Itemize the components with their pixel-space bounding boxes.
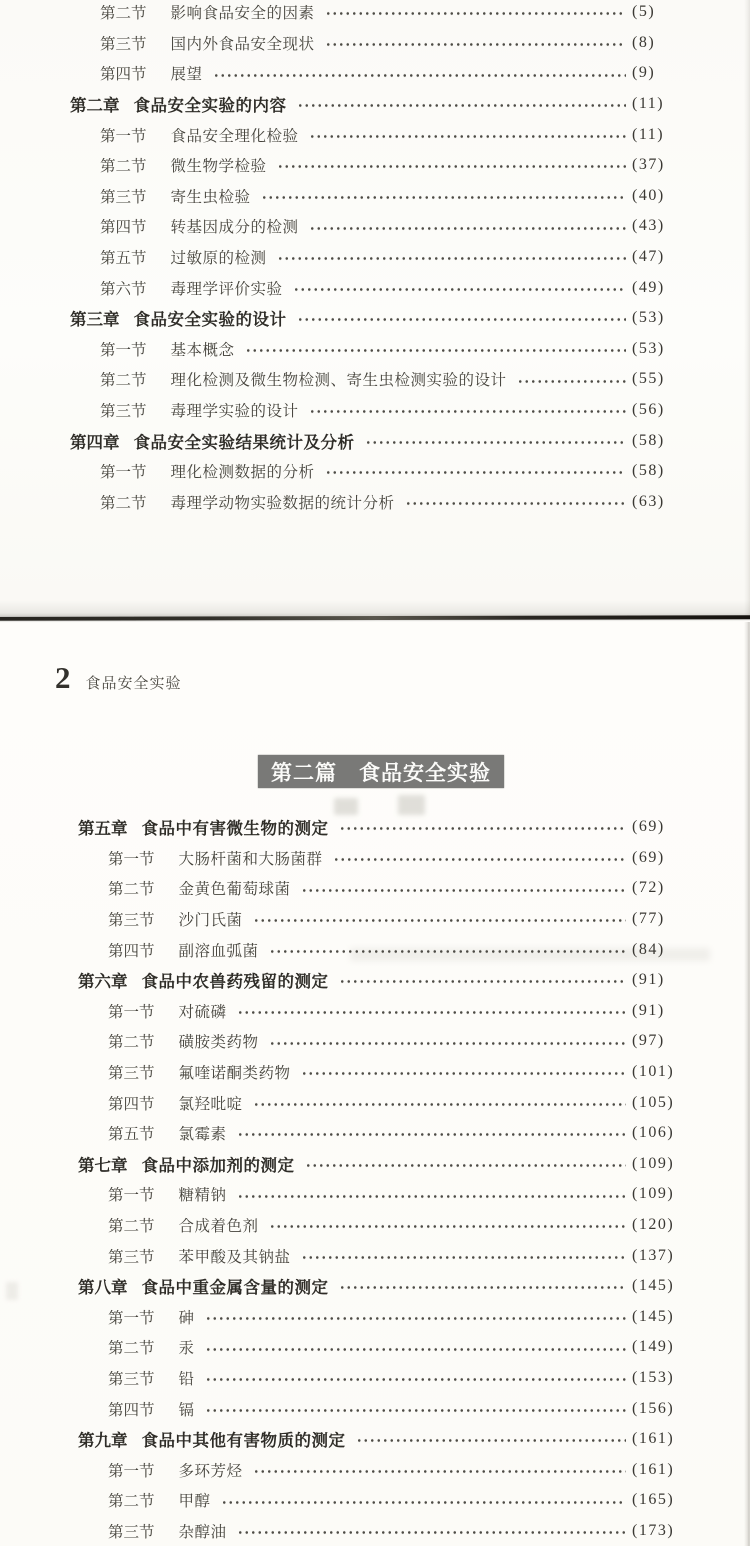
toc-entry-page-number: (97) [632, 1032, 665, 1050]
toc-entry-page-number: (106) [632, 1124, 675, 1142]
dot-leader [221, 1485, 626, 1516]
toc-chapter-row [0, 89, 750, 120]
toc-section-row [0, 1087, 750, 1118]
toc-entry-label: 第三节 [108, 1523, 155, 1541]
toc-entry-page-number: (49) [632, 278, 665, 296]
toc-section-row [0, 242, 750, 273]
toc-section-row [0, 1393, 750, 1424]
toc-entry-title: 氟喹诺酮类药物 [178, 1065, 291, 1083]
toc-entry-label: 第二节 [108, 881, 155, 899]
toc-entry-title: 寄生虫检验 [170, 188, 251, 206]
dot-leader [237, 1179, 626, 1210]
toc-entry-label: 第四节 [108, 942, 155, 960]
toc-entry-page-number: (156) [632, 1399, 675, 1417]
toc-entry-label: 第二节 [108, 1340, 155, 1358]
toc-entry-title: 微生物学检验 [170, 158, 267, 176]
part-title-text: 第二篇 食品安全实验 [271, 761, 491, 785]
dot-leader [277, 150, 626, 181]
toc-section-row [0, 1363, 750, 1394]
toc-page-1 [0, 0, 750, 616]
toc-entry-label: 第一节 [108, 1309, 155, 1327]
toc-chapter-row [0, 1149, 750, 1180]
toc-entry-title: 食品中添加剂的测定 [141, 1156, 295, 1175]
toc-section-row [0, 395, 750, 426]
toc-entry-title: 食品中有害微生物的测定 [141, 820, 329, 839]
dot-leader [269, 1210, 626, 1241]
toc-entry-title: 氯羟吡啶 [178, 1095, 243, 1113]
toc-entry-label: 第三节 [108, 912, 155, 930]
toc-entry-page-number: (69) [632, 848, 665, 866]
toc-entry-label: 第二节 [108, 1493, 155, 1511]
toc-section-row [0, 1485, 750, 1516]
toc-entry-label: 第一节 [108, 1187, 155, 1205]
toc-entry-label: 第二节 [100, 5, 147, 23]
toc-entry-page-number: (69) [632, 818, 665, 836]
toc-entry-title: 国内外食品安全现状 [170, 35, 315, 53]
toc-entry-label: 第四节 [108, 1401, 155, 1419]
toc-section-row [0, 334, 750, 365]
toc-entry-title: 大肠杆菌和大肠菌群 [178, 850, 323, 868]
dot-leader [517, 364, 626, 395]
dot-leader [305, 1149, 627, 1180]
dot-leader [205, 1302, 626, 1333]
dot-leader [365, 425, 627, 456]
toc-entry-title: 食品安全实验结果统计及分析 [133, 433, 355, 452]
toc-entry-label: 第三节 [108, 1248, 155, 1266]
dot-leader [297, 303, 627, 334]
toc-entry-title: 苯甲酸及其钠盐 [178, 1248, 291, 1266]
toc-section-row [0, 119, 750, 150]
toc-entry-title: 汞 [178, 1340, 195, 1358]
toc-section-row [0, 1026, 750, 1057]
toc-entry-title: 食品安全理化检验 [170, 127, 299, 145]
toc-entry-page-number: (153) [632, 1368, 675, 1386]
toc-entry-title: 多环芳烃 [178, 1462, 243, 1480]
toc-chapter-row [0, 303, 750, 334]
toc-section-row [0, 1057, 750, 1088]
toc-entry-page-number: (8) [632, 33, 656, 51]
toc-entry-page-number: (55) [632, 370, 665, 388]
toc-entry-title: 食品中其他有害物质的测定 [141, 1432, 346, 1451]
dot-leader [205, 1363, 626, 1394]
toc-entry-page-number: (72) [632, 879, 665, 897]
toc-section-row [0, 211, 750, 242]
toc-entry-page-number: (5) [632, 3, 656, 21]
dot-leader [205, 1393, 626, 1424]
toc-section-row [0, 150, 750, 181]
toc-entry-page-number: (9) [632, 64, 656, 82]
toc-section-row [0, 934, 750, 965]
toc-entry-label: 第一节 [108, 1003, 155, 1021]
toc-section-row [0, 181, 750, 212]
toc-entry-page-number: (53) [632, 339, 665, 357]
toc-entry-title: 食品安全实验的内容 [133, 97, 287, 116]
toc-section-row [0, 1332, 750, 1363]
dot-leader [356, 1424, 627, 1455]
toc-entry-title: 合成着色剂 [178, 1218, 259, 1236]
toc-chapter-row [0, 812, 750, 843]
toc-entry-title: 过敏原的检测 [170, 250, 267, 268]
toc-section-row [0, 1240, 750, 1271]
toc-section-row [0, 904, 750, 935]
toc-entry-label: 第五章 [78, 820, 128, 839]
dot-leader [293, 272, 626, 303]
dot-leader [405, 487, 626, 518]
toc-section-row [0, 1118, 750, 1149]
dot-leader [309, 395, 626, 426]
toc-entry-label: 第三节 [108, 1370, 155, 1388]
toc-list-page-1 [0, 0, 750, 517]
toc-entry-label: 第四章 [70, 433, 120, 452]
toc-chapter-row [0, 1271, 750, 1302]
toc-entry-page-number: (161) [632, 1460, 675, 1478]
toc-entry-label: 第二节 [100, 372, 147, 390]
dot-leader [301, 1057, 626, 1088]
dot-leader [301, 1240, 626, 1271]
toc-chapter-row [0, 1424, 750, 1455]
toc-entry-page-number: (58) [632, 431, 665, 449]
dot-leader [261, 181, 626, 212]
toc-entry-label: 第三节 [100, 403, 147, 421]
toc-entry-title: 金黄色葡萄球菌 [178, 881, 291, 899]
book-title: 食品安全实验 [85, 676, 182, 692]
dot-leader [269, 1026, 626, 1057]
toc-section-row [0, 1179, 750, 1210]
toc-entry-label: 第三章 [70, 311, 120, 330]
toc-entry-page-number: (40) [632, 186, 665, 204]
toc-chapter-row [0, 425, 750, 456]
toc-entry-title: 砷 [178, 1309, 195, 1327]
dot-leader [325, 456, 626, 487]
toc-entry-page-number: (91) [632, 971, 665, 989]
toc-entry-title: 甲醇 [178, 1493, 211, 1511]
toc-entry-label: 第一节 [100, 341, 147, 359]
toc-entry-title: 影响食品安全的因素 [170, 5, 315, 23]
toc-chapter-row [0, 965, 750, 996]
toc-entry-page-number: (149) [632, 1338, 675, 1356]
dot-leader [213, 58, 626, 89]
toc-entry-label: 第九章 [78, 1432, 128, 1451]
toc-entry-label: 第三节 [100, 35, 147, 53]
page-break-gap [0, 616, 750, 622]
toc-entry-title: 毒理学评价实验 [170, 280, 283, 298]
toc-section-row [0, 873, 750, 904]
toc-entry-title: 理化检测及微生物检测、寄生虫检测实验的设计 [170, 372, 507, 390]
toc-entry-page-number: (120) [632, 1216, 675, 1234]
toc-entry-page-number: (47) [632, 248, 665, 266]
toc-section-row [0, 456, 750, 487]
page-edge-shadow-line [0, 615, 750, 620]
dot-leader [237, 1118, 626, 1149]
toc-entry-page-number: (58) [632, 462, 665, 480]
dot-leader [333, 843, 626, 874]
toc-section-row [0, 843, 750, 874]
toc-page-2 [0, 622, 750, 1546]
toc-entry-page-number: (161) [632, 1430, 675, 1448]
dot-leader [253, 904, 626, 935]
toc-section-row [0, 1302, 750, 1333]
toc-entry-label: 第二节 [108, 1218, 155, 1236]
dot-leader [309, 211, 626, 242]
dot-leader [237, 996, 626, 1027]
page-number: 2 [55, 660, 71, 695]
toc-entry-title: 基本概念 [170, 341, 235, 359]
toc-entry-title: 杂醇油 [178, 1523, 227, 1541]
dot-leader [325, 28, 626, 59]
toc-entry-title: 副溶血弧菌 [178, 942, 259, 960]
toc-entry-title: 转基因成分的检测 [170, 219, 299, 237]
toc-section-row [0, 58, 750, 89]
toc-entry-label: 第八章 [78, 1279, 128, 1298]
toc-entry-title: 氯霉素 [178, 1126, 227, 1144]
toc-entry-page-number: (37) [632, 156, 665, 174]
toc-entry-label: 第六节 [100, 280, 147, 298]
toc-entry-page-number: (109) [632, 1154, 675, 1172]
toc-entry-page-number: (11) [632, 125, 665, 143]
toc-entry-page-number: (109) [632, 1185, 675, 1203]
dot-leader [277, 242, 626, 273]
toc-entry-title: 毒理学动物实验数据的统计分析 [170, 494, 395, 512]
toc-entry-label: 第七章 [78, 1156, 128, 1175]
toc-entry-label: 第三节 [108, 1065, 155, 1083]
toc-entry-title: 沙门氏菌 [178, 912, 243, 930]
toc-entry-page-number: (77) [632, 910, 665, 928]
toc-list-page-2 [0, 812, 750, 1546]
dot-leader [237, 1516, 626, 1546]
toc-entry-label: 第四节 [108, 1095, 155, 1113]
dot-leader [325, 0, 626, 28]
toc-section-row [0, 272, 750, 303]
toc-entry-title: 食品中重金属含量的测定 [141, 1279, 329, 1298]
dot-leader [301, 873, 626, 904]
toc-entry-page-number: (53) [632, 309, 665, 327]
toc-entry-label: 第一节 [108, 1462, 155, 1480]
toc-section-row [0, 364, 750, 395]
toc-entry-page-number: (145) [632, 1277, 675, 1295]
toc-entry-label: 第五节 [108, 1126, 155, 1144]
toc-entry-page-number: (84) [632, 940, 665, 958]
toc-entry-title: 对硫磷 [178, 1003, 227, 1021]
toc-section-row [0, 1516, 750, 1546]
toc-entry-title: 展望 [170, 66, 203, 84]
dot-leader [339, 965, 627, 996]
toc-entry-page-number: (101) [632, 1063, 675, 1081]
dot-leader [339, 1271, 627, 1302]
toc-entry-page-number: (173) [632, 1521, 675, 1539]
toc-entry-title: 食品中农兽药残留的测定 [141, 973, 329, 992]
toc-entry-page-number: (145) [632, 1307, 675, 1325]
toc-entry-page-number: (137) [632, 1246, 675, 1264]
part-title-banner [258, 755, 504, 788]
toc-entry-page-number: (105) [632, 1093, 675, 1111]
toc-entry-title: 毒理学实验的设计 [170, 403, 299, 421]
toc-entry-page-number: (11) [632, 95, 665, 113]
toc-entry-label: 第一节 [108, 850, 155, 868]
toc-entry-page-number: (63) [632, 492, 665, 510]
toc-entry-page-number: (165) [632, 1491, 675, 1509]
toc-section-row [0, 996, 750, 1027]
toc-entry-label: 第一节 [100, 464, 147, 482]
toc-entry-label: 第二节 [100, 494, 147, 512]
dot-leader [297, 89, 627, 120]
toc-entry-title: 食品安全实验的设计 [133, 311, 287, 330]
toc-section-row [0, 1210, 750, 1241]
toc-entry-page-number: (43) [632, 217, 665, 235]
toc-section-row [0, 1454, 750, 1485]
toc-entry-label: 第四节 [100, 66, 147, 84]
toc-entry-title: 铅 [178, 1370, 195, 1388]
dot-leader [205, 1332, 626, 1363]
toc-entry-title: 糖精钠 [178, 1187, 227, 1205]
toc-entry-label: 第三节 [100, 188, 147, 206]
toc-entry-label: 第二章 [70, 97, 120, 116]
dot-leader [309, 119, 626, 150]
toc-entry-title: 镉 [178, 1401, 195, 1419]
dot-leader [253, 1087, 626, 1118]
dot-leader [339, 812, 627, 843]
dot-leader [269, 934, 626, 965]
toc-section-row [0, 0, 750, 28]
toc-entry-label: 第六章 [78, 973, 128, 992]
toc-entry-page-number: (91) [632, 1001, 665, 1019]
toc-entry-title: 磺胺类药物 [178, 1034, 259, 1052]
toc-entry-label: 第二节 [108, 1034, 155, 1052]
toc-section-row [0, 487, 750, 518]
toc-entry-label: 第四节 [100, 219, 147, 237]
toc-entry-label: 第一节 [100, 127, 147, 145]
running-head [55, 662, 182, 693]
dot-leader [253, 1454, 626, 1485]
toc-entry-label: 第五节 [100, 250, 147, 268]
toc-entry-title: 理化检测数据的分析 [170, 464, 315, 482]
toc-entry-label: 第二节 [100, 158, 147, 176]
toc-entry-page-number: (56) [632, 401, 665, 419]
dot-leader [245, 334, 626, 365]
toc-section-row [0, 28, 750, 59]
